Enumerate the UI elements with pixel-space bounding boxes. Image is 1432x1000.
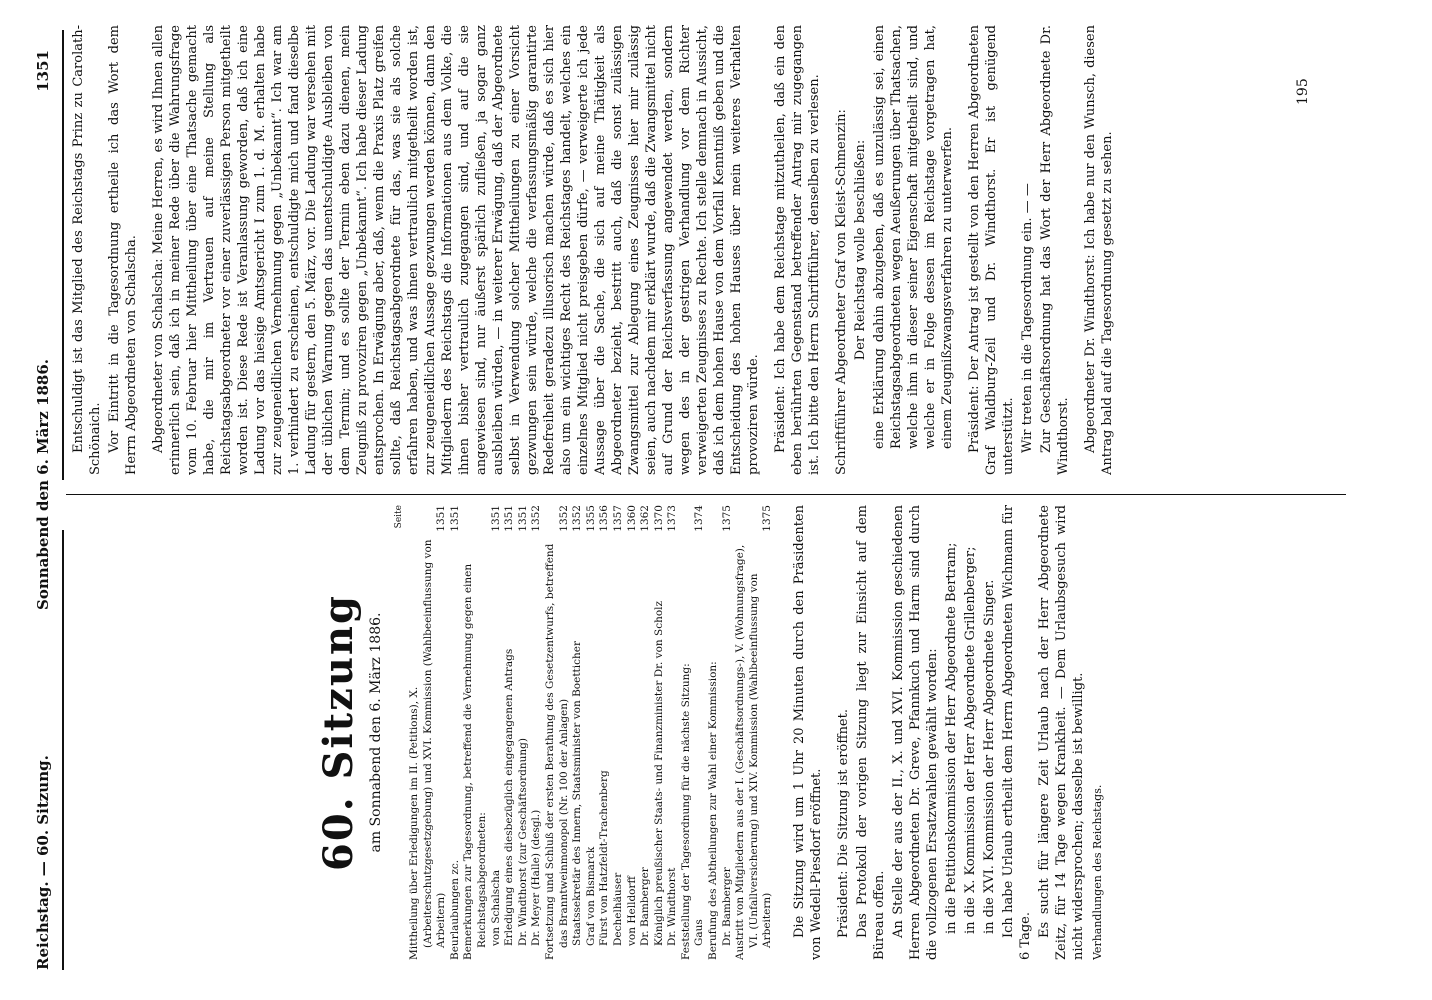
toc-page-label: Seite (394, 505, 404, 529)
session-title: 60. Sitzung (315, 594, 362, 871)
toc-entry: Dechelhäuser 1357 (611, 505, 624, 946)
toc-entry: von Helldorff 1360 (625, 505, 638, 946)
secretary-label: Schriftführer Abgeordneter Graf von Kleist-Schmenzin: (834, 109, 849, 475)
toc-entry: Austritt von Mitgliedern aus der I. (Geschäftsordnungs-), V. (Wohnungsfrage), VI. (Unfallversicherung) und XIV. Kommission (Wahlbeeinflussung von Arbeitern) 1375 (734, 505, 774, 960)
header-page-number: 1351 (34, 50, 52, 92)
header-rule-right (62, 30, 64, 480)
toc-entry: Königlich preußischer Staats- und Finanzminister Dr. von Scholz 1370 (652, 505, 665, 946)
column-divider (66, 494, 1346, 495)
toc-entry: Berufung des Abtheilungen zur Wahl einer Kommission: (707, 661, 720, 960)
toc-entry: Dr. Bamberger 1362 (639, 505, 652, 946)
motion-sponsors: Präsident: Der Antrag ist gestellt von den Herren Abgeordneten Graf Waldburg-Zeil und Dr. Windthorst. Er ist genügend unterstützt. (967, 25, 1016, 475)
floor-given: Vor Eintritt in die Tagesordnung ertheile ich das Wort dem Herrn Abgeordneten von Schalscha. (107, 25, 139, 475)
bottom-page-number: 195 (1295, 78, 1311, 105)
motion-text: eine Erklärung dahin abzugeben, daß es unzulässig sei, einen Reichstagsabgeordneten wegen Aeußerungen über Thatsachen, welche ihm in dieser seiner Eigenschaft mitgetheilt sind, und welche er in Folge dessen im Reichstage vorgetragen hat, einem Zeugnißzwangsverfahren zu unterwerfen. (872, 25, 955, 449)
opening-paragraph: Die Sitzung wird um 1 Uhr 20 Minuten durch den Präsidenten von Wedell-Piesdorf eröffnet. (792, 505, 825, 960)
toc-entry: Beurlaubungen zc. 1351 (448, 505, 461, 960)
toc-entry: Dr. Meyer (Halle) (desgl.) 1352 (530, 505, 543, 946)
schalscha-speech: Abgeordneter von Schalscha: Meine Herren, es wird Ihnen allen erinnerlich sein, daß ich in meiner Rede über die Wahrungsfrage vom 10. Februar hier Mittheilung über eine Thatsache gemacht habe, die mir im Vertrauen auf meine Stellung als Reichstagsabgeordneter vor einer zuverlässigen Person mitgetheilt worden ist. Diese Rede ist Veranlassung geworden, daß ich eine Ladung vor das hiesige Amtsgericht I zum 1. d. M. erhalten habe zur zeugeneidlichen Vernehmung gegen „Unbekannt“. Ich war am 1. verhindert zu erscheinen, entschuldigte mich und fand dieselbe Ladung für gestern, den 5. März, vor. Die Ladung war versehen mit der üblichen Warnung gegen das unentschuldigte Ausbleiben von dem Termin; und es sollte der Termin eben dazu dienen, mein Zeugniß zu provoziren gegen „Unbekannt“. Ich habe dieser Ladung entsprochen. In Erwägung aber, daß, wenn die Praxis Platz greifen sollte, daß Reichstagsabgeordnete für das, was sie als solche erfahren haben, und was ihnen vertraulich mitgetheilt worden ist, zur zeugeneidlichen Aussage gezwungen werden können, dann den Mitgliedern des Reichstags die Informationen aus dem Volke, die ihnen bisher vertraulich zugegangen sind, und auf die sie angewiesen sind, nur äußerst spärlich zufließen, ja sogar ganz ausbleiben würden, — in weiterer Erwägung, daß der Abgeordnete selbst in Verwendung solcher Mittheilungen zu einer Vorsicht gezwungen sein würde, welche die verfassungsmäßig garantirte Redefreiheit geradezu illusorisch machen würde, daß es sich hier also um ein wichtiges Recht des Reichstages handelt, welches ein einzelnes Mitglied nicht preisgeben dürfe, — verweigerte ich jede Aussage über die Sache, die sich auf meine Thätigkeit als Abgeordneter bezieht, bestritt auch, daß die sonst zulässigen Zwangsmittel zur Ablegung eines Zeugnisses hier mir zulässig seien, auch nachdem mir erklärt wurde, daß die Zwangsmittel nicht auf Grund der Reichsverfassung angewendet werden, sondern wegen des in der gestrigen Verhandlung vor dem Richter verweigerten Zeugnisses zu Rechte. Ich stelle demnach in Aussicht, daß ich dem hohen Hause von dem Vorfall Kenntniß geben und die Entscheidung des hohen Hauses über mein weiteres Verhalten provoziren würde. (151, 25, 761, 475)
president-statement: Präsident: Die Sitzung ist eröffnet. (836, 709, 852, 938)
toc-entry: Dr. Windthorst 1373 (666, 505, 679, 946)
footer-source: Verhandlungen des Reichstags. (1091, 784, 1105, 960)
toc-entry: Fortsetzung und Schluß der ersten Berathung des Gesetzentwurfs, betreffend das Branntweinmonopol (Nr. 100 der Anlagen) 1352 (543, 505, 570, 960)
toc-entry: Feststellung der Tagesordnung für die nächste Sitzung: (679, 663, 692, 960)
toc-entry: von Schalscha 1351 (489, 505, 502, 946)
toc-entry: Dr. Bamberger 1375 (720, 505, 733, 946)
agenda-entry: Wir treten in die Tagesordnung ein. — — (1020, 183, 1035, 453)
toc-entry: Fürst von Hatzfeldt-Trachenberg 1356 (598, 505, 611, 946)
toc-entry: Staatssekretär des Innern, Staatsminister von Boetticher 1352 (571, 505, 584, 946)
commission-assignment: in die X. Kommission der Herr Abgeordnete Grillenberger; (963, 546, 979, 934)
table-of-contents (408, 505, 775, 960)
commission-assignment: in die Petitionskommission der Herr Abgeordnete Bertram; (944, 542, 960, 934)
windthorst-remark: Abgeordneter Dr. Windthorst: Ich habe nur den Wunsch, diesen Antrag bald auf die Tagesordnung gesetzt zu sehen. (1083, 25, 1115, 475)
leave-request: Es sucht für längere Zeit Urlaub nach der Herr Abgeordnete Zeitz, für 14 Tage wegen Krankheit. — Dem Urlaubsgesuch wird nicht widersprochen; dasselbe ist bewilligt. (1037, 505, 1087, 960)
president-motion-note: Präsident: Ich habe dem Reichstage mitzutheilen, daß ein den eben berührten Gegenstand betreffender Antrag mir zugegangen ist. Ich bitte den Herrn Schriftführer, denselben zu verlesen. (773, 25, 822, 475)
commission-replacement: An Stelle der aus der II., X. und XVI. Kommission geschiedenen Herren Abgeordneten Dr. Greve, Pfannkuch und Harm sind durch die vollzogenen Ersatzwahlen gewählt worden: (891, 505, 941, 960)
toc-entry: Graf von Bismarck 1355 (584, 505, 597, 946)
toc-entry: Gaus 1374 (693, 505, 706, 946)
left-column (70, 505, 1340, 960)
procedure-floor: Zur Geschäftsordnung hat das Wort der Herr Abgeordnete Dr. Windthorst. (1039, 25, 1071, 475)
protocol-note: Das Protokoll der vorigen Sitzung liegt zur Einsicht auf dem Büreau offen. (855, 505, 888, 960)
excused-member: Entschuldigt ist das Mitglied des Reichstags Prinz zu Carolath-Schönaich. (71, 25, 103, 475)
toc-entry: Bemerkungen zur Tagesordnung, betreffend die Vernehmung gegen einen Reichstagsabgeordneten: (462, 563, 488, 960)
leave-granted: Ich habe Urlaub ertheilt dem Herrn Abgeordneten Wichmann für 6 Tage. (1001, 505, 1034, 960)
header-center: Sonnabend den 6. März 1886. (34, 359, 52, 610)
digitization-credit (1410, 0, 1428, 1000)
right-column (70, 25, 1340, 475)
header-left: Reichstag. — 60. Sitzung. (34, 755, 52, 970)
motion-heading: Der Reichstag wolle beschließen: (853, 139, 868, 361)
toc-entry: Mittheilung über Erledigungen im II. (Petitions), X. (Arbeiterschutzgesetzgebung) und XVI. Kommission (Wahlbeeinflussung von Arbeitern) 1351 (408, 505, 448, 960)
commission-assignment: in die XVI. Kommission der Herr Abgeordnete Singer. (982, 579, 998, 934)
header-rule-left (62, 530, 64, 970)
page-header (34, 30, 60, 970)
toc-entry: Erledigung eines diesbezüglich eingegangenen Antrags 1351 (503, 505, 516, 946)
toc-entry: Dr. Windthorst (zur Geschäftsordnung) 1351 (516, 505, 529, 946)
session-subtitle: am Sonnabend den 6. März 1886. (368, 612, 384, 853)
